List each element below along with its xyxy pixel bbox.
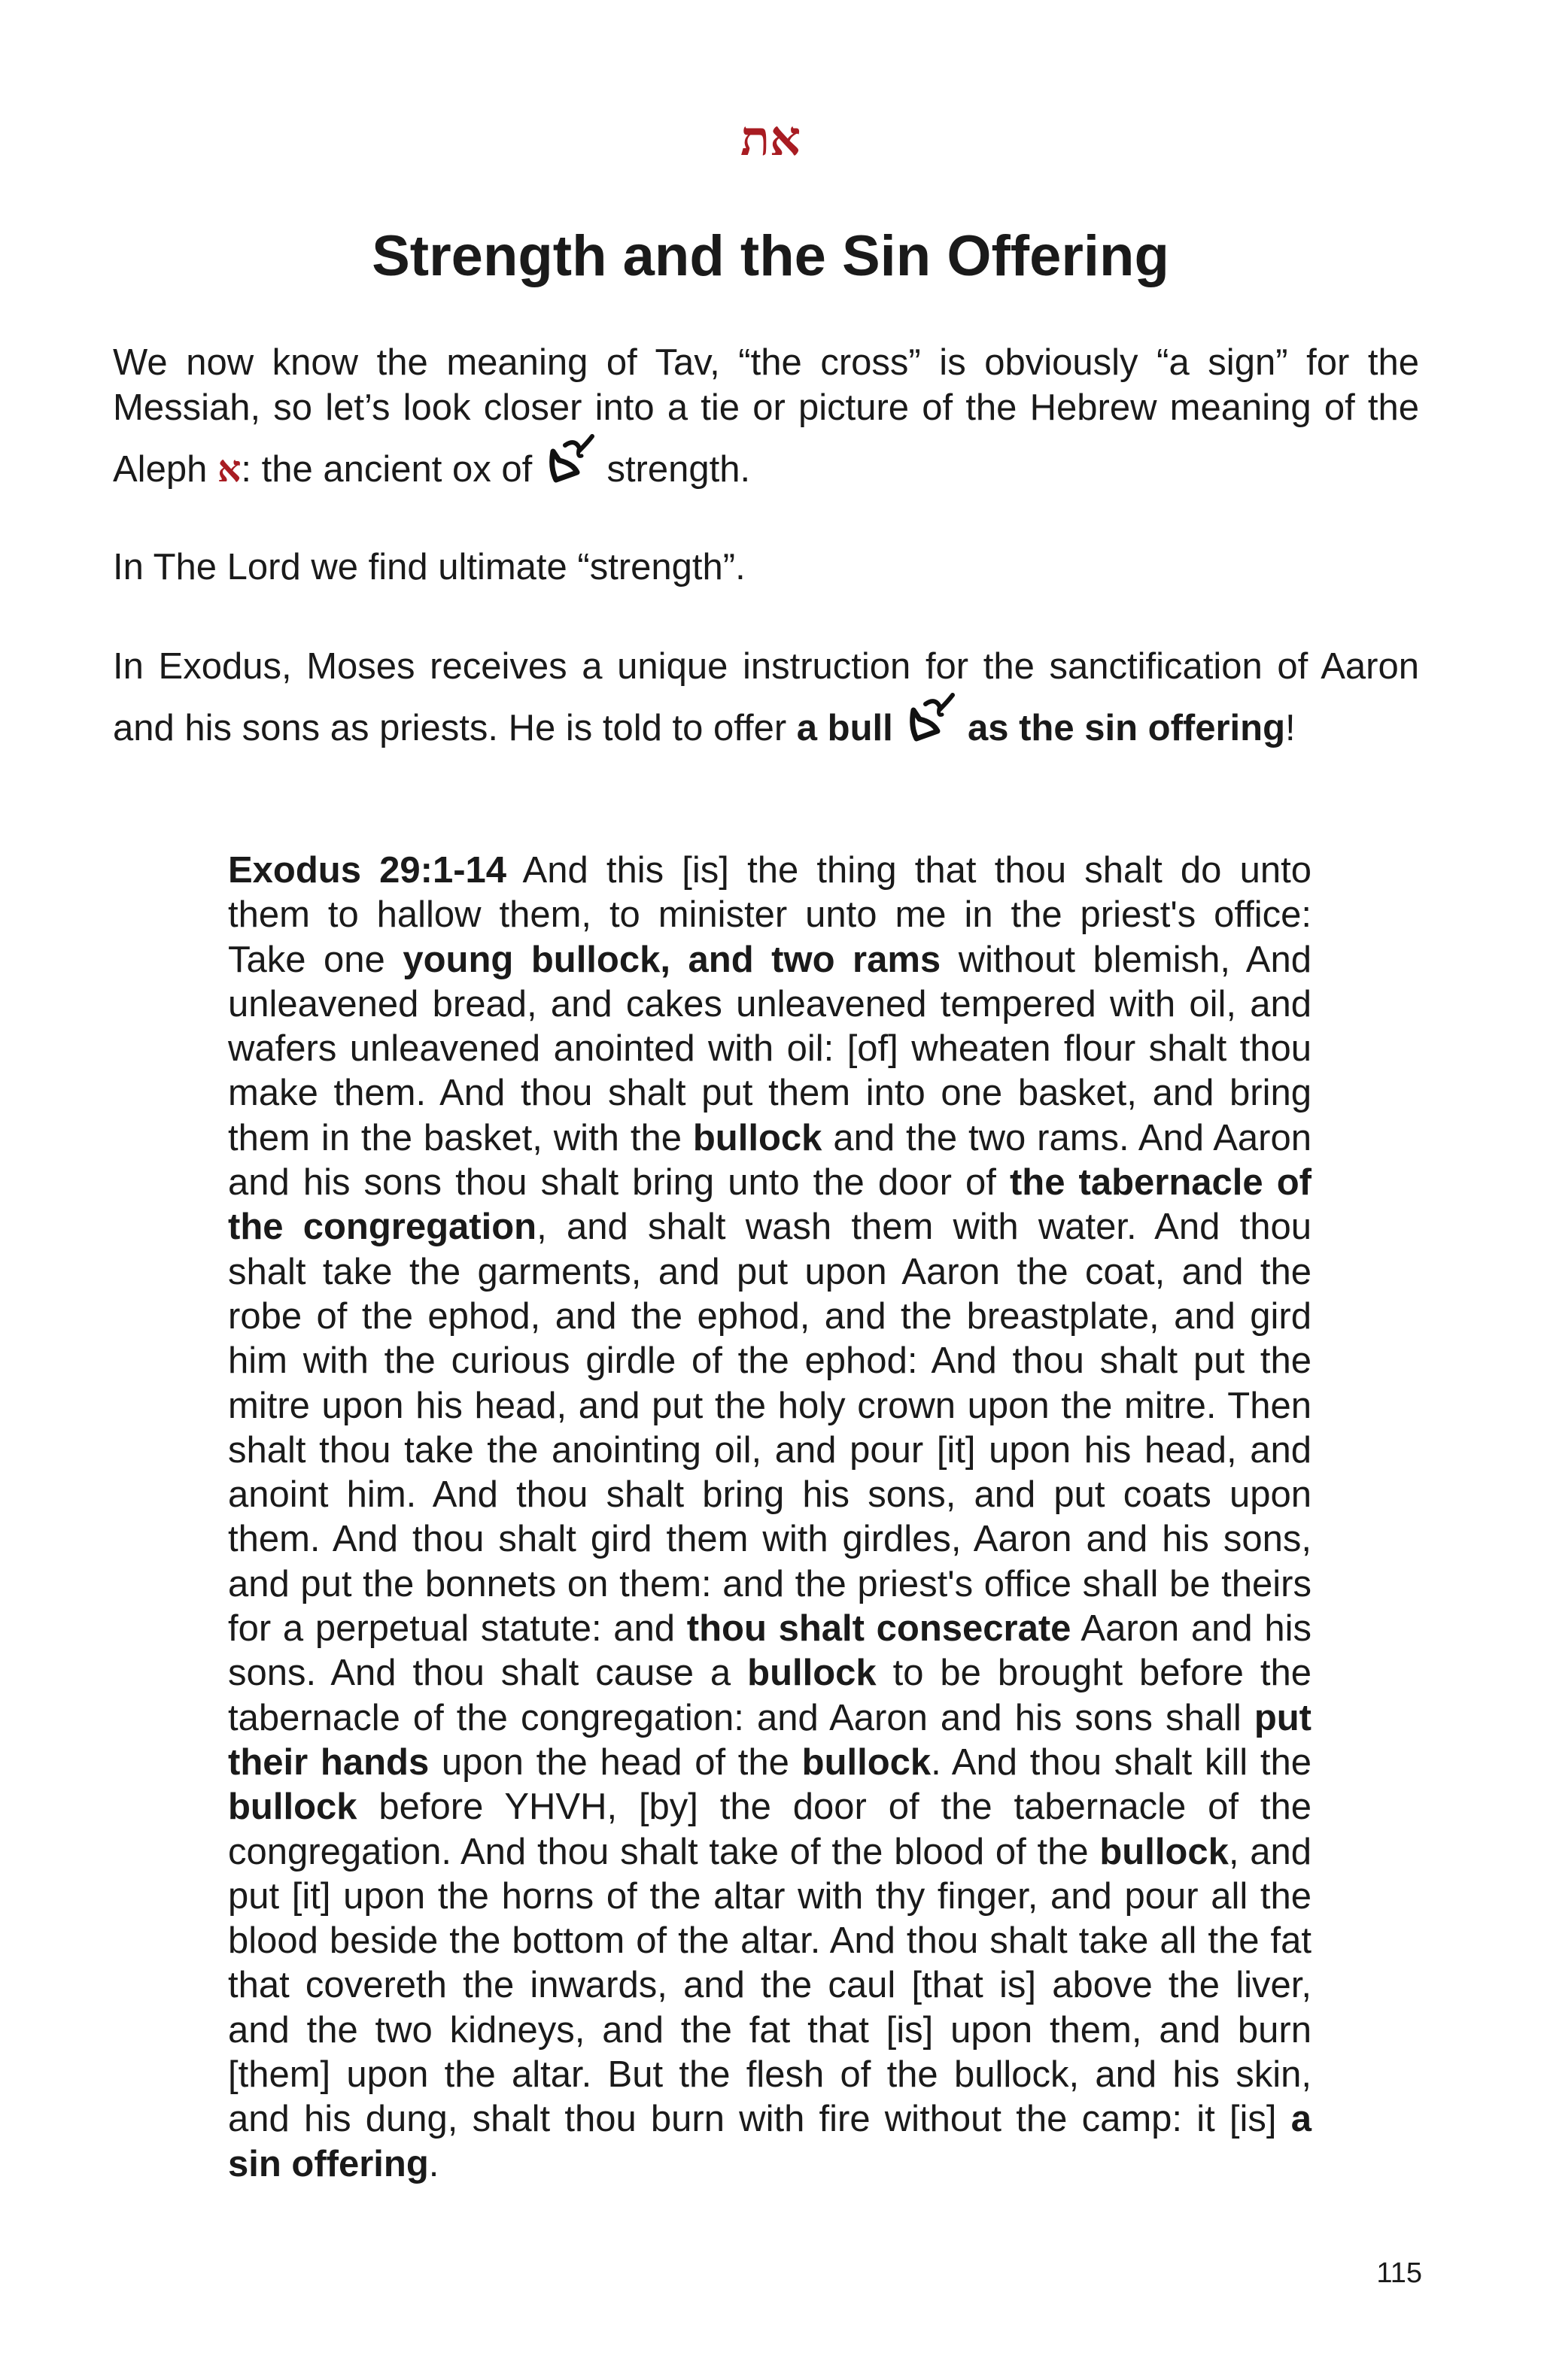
hebrew-aleph-tav-heading: את bbox=[740, 111, 801, 167]
ox-pictograph-icon bbox=[543, 430, 597, 487]
intro-paragraph-1 bbox=[113, 340, 1419, 492]
intro-text: strength. bbox=[596, 449, 751, 490]
ox-pictograph-icon bbox=[903, 689, 957, 746]
intro-text: In Exodus, Moses receives a unique instruction for the sanctification of Aaron and his sons as priests. He is told to offer bbox=[113, 646, 1419, 748]
emphasis-sin-offering: as the sin offering bbox=[968, 708, 1286, 748]
quote-emphasis: bullock bbox=[228, 1787, 357, 1828]
quote-emphasis: young bullock, and two rams bbox=[403, 939, 941, 980]
quote-text: upon the head of the bbox=[429, 1741, 802, 1783]
quote-emphasis: bullock bbox=[747, 1653, 877, 1694]
quote-text: , and shalt wash them with water. And thou shalt take the garments, and put upon Aaron the coat, and the robe of the ephod, and the ephod, and the breastplate, and gird him with the curious girdle of the ephod: And thou shalt put the mitre upon his head, and put the holy crown upon the mitre. Then shalt thou take the anointing oil, and pour [it] upon his head, and anoint him. And thou shalt bring his sons, and put coats upon them. And thou shalt gird them with girdles, Aaron and his sons, and put the bonnets on them: and the priest's office shall be theirs for a perpetual statute: and bbox=[228, 1207, 1312, 1650]
quote-text: without blemish, And unleavened bread, and cakes unleavened tempered with oil, and wafers unleavened anointed with oil: [of] wheaten flour shalt thou make them. And thou shalt put them into one basket, and bring them in the basket, with the bbox=[228, 939, 1312, 1158]
intro-text: : the ancient ox of bbox=[241, 449, 543, 490]
quote-emphasis: bullock bbox=[1099, 1831, 1229, 1872]
quote-emphasis: bullock bbox=[692, 1117, 822, 1158]
intro-text: ! bbox=[1285, 708, 1296, 748]
quote-text: and the two rams. And Aaron and his sons thou shalt bring unto the door of bbox=[228, 1117, 1312, 1204]
page-number: 115 bbox=[1376, 2257, 1422, 2289]
quote-text: before YHVH, [by] the door of the tabernacle of the congregation. And thou shalt take of the blood of the bbox=[228, 1787, 1312, 1872]
quote-text: . And thou shalt kill the bbox=[931, 1741, 1312, 1783]
quote-emphasis: the tabernacle of the congregation bbox=[228, 1162, 1312, 1248]
intro-paragraph-2: In The Lord we find ultimate “strength”. bbox=[113, 547, 746, 587]
quote-text: , and put [it] upon the horns of the altar with thy finger, and pour all the blood beside the bottom of the altar. And thou shalt take all the fat that covereth the inwards, and the caul [that is] above the liver, and the two kidneys, and the fat that [is] upon them, and burn [them] upon the altar. But the flesh of the bullock, and his skin, and his dung, shalt thou burn with fire without the camp: it [is] bbox=[228, 1831, 1312, 2140]
quote-text: And this [is] the thing that thou shalt do unto them to hallow them, to minister unto me in the priest's office: Take one bbox=[228, 850, 1312, 980]
quote-text: . bbox=[428, 2143, 439, 2184]
intro-text: We now know the meaning of Tav, “the cross” is obviously “a sign” for the Messiah, so let’s look closer into a tie or picture of the Hebrew meaning of the Aleph bbox=[113, 342, 1419, 490]
scripture-reference: Exodus 29:1-14 bbox=[228, 850, 507, 891]
quote-emphasis: thou shalt consecrate bbox=[686, 1608, 1071, 1650]
page-title: Strength and the Sin Offering bbox=[372, 224, 1169, 288]
quote-emphasis: a sin offering bbox=[228, 2099, 1312, 2184]
quote-text: to be brought before the tabernacle of the congregation: and Aaron and his sons shall bbox=[228, 1653, 1312, 1738]
quote-emphasis: put their hands bbox=[228, 1697, 1312, 1783]
aleph-letter: א bbox=[217, 447, 242, 490]
emphasis-a-bull: a bull bbox=[796, 708, 893, 748]
scripture-quote bbox=[228, 848, 1312, 2187]
intro-paragraph-3 bbox=[113, 644, 1419, 751]
quote-emphasis: bullock bbox=[801, 1741, 932, 1783]
quote-text: Aaron and his sons. And thou shalt cause a bbox=[228, 1608, 1312, 1694]
